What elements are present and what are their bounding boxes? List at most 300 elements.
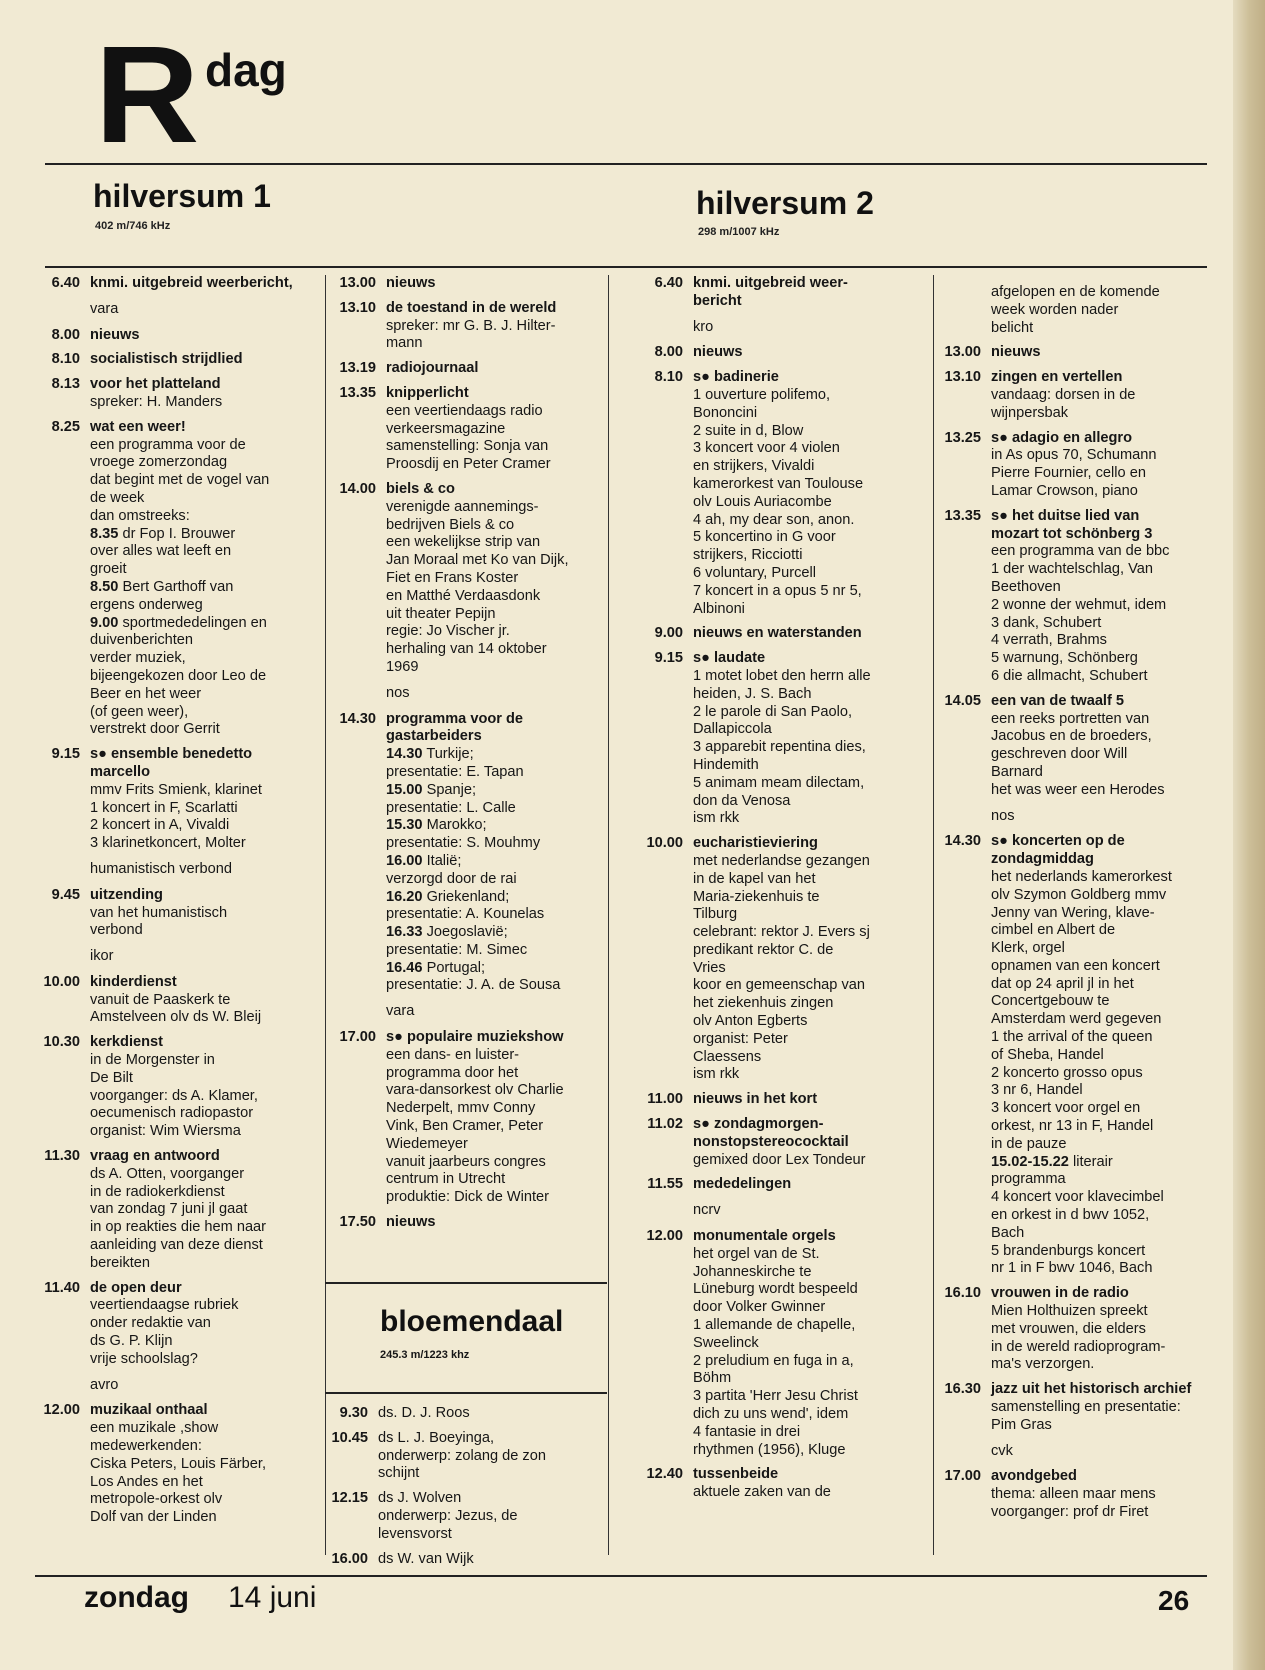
program-line: presentatie: J. A. de Sousa <box>386 977 561 994</box>
program-line: voorganger: prof dr Firet <box>991 1504 1149 1520</box>
column-bloemendaal <box>331 1405 606 1575</box>
program-line: Johanneskirche te <box>693 1263 812 1280</box>
program-line: dat op 24 april jl in het <box>991 975 1134 992</box>
program-line: Vink, Ben Cramer, Peter <box>386 1118 544 1135</box>
program-entry <box>44 1148 320 1273</box>
program-entry <box>647 1176 930 1194</box>
program-line: bericht <box>693 292 742 309</box>
column-divider-3 <box>933 275 934 1555</box>
program-entry <box>339 1029 606 1207</box>
program-line: de toestand in de wereld <box>386 299 557 316</box>
program-line: groeit <box>90 561 127 578</box>
program-time: 10.30 <box>43 1034 80 1051</box>
program-time: 11.30 <box>44 1148 80 1165</box>
program-entry <box>43 1034 320 1141</box>
program-line: door Volker Gwinner <box>693 1299 826 1316</box>
program-entry <box>339 1405 606 1423</box>
program-line: 1 koncert in F, Scarlatti <box>90 799 238 816</box>
program-line: ds W. van Wijk <box>378 1550 474 1567</box>
program-time: 10.45 <box>331 1429 368 1446</box>
program-entry <box>44 1279 320 1369</box>
program-line: onderwerp: Jezus, de <box>378 1507 518 1524</box>
station-freq-hilversum-1: 402 m/746 kHz <box>95 220 171 232</box>
program-line: mededelingen <box>693 1176 792 1193</box>
program-time: 16.10 <box>944 1285 981 1302</box>
program-line: in de Morgenster in <box>90 1052 215 1069</box>
program-line: en Matthé Verdaasdonk <box>386 587 541 604</box>
program-time: 14.30 <box>944 833 981 850</box>
program-line: Hindemith <box>693 756 759 773</box>
program-line: herhaling van 14 oktober <box>386 641 547 658</box>
program-line: 16.00 Italië; <box>386 852 462 869</box>
program-time: 14.30 <box>339 710 376 727</box>
program-entry <box>51 376 320 412</box>
program-line: afgelopen en de komende <box>991 284 1160 300</box>
program-line: s● adagio en allegro <box>991 429 1133 446</box>
program-entry <box>339 710 606 996</box>
program-line: ergens onderweg <box>90 596 203 613</box>
program-line: metropole-orkest olv <box>90 1491 223 1508</box>
program-line: in op reakties die hem naar <box>90 1219 267 1236</box>
program-line: bereikten <box>90 1254 151 1271</box>
top-rule <box>45 163 1207 165</box>
program-time: 9.00 <box>654 625 683 642</box>
program-entry <box>944 507 1213 686</box>
program-line: 2 preludium en fuga in a, <box>693 1352 854 1369</box>
program-line: 2 suite in d, Blow <box>693 422 804 439</box>
program-line: verder muziek, <box>90 650 186 667</box>
program-line: een wekelijkse strip van <box>386 534 541 551</box>
program-time: 13.10 <box>944 369 981 386</box>
program-line: predikant rektor C. de <box>693 941 834 958</box>
program-line: in As opus 70, Schumann <box>991 447 1157 464</box>
program-line: 5 koncertino in G voor <box>693 529 836 546</box>
program-time: 13.00 <box>944 344 981 361</box>
program-entry <box>646 1228 930 1459</box>
program-time: 9.15 <box>654 650 683 667</box>
program-line: 1969 <box>386 658 419 675</box>
program-line: Amsterdam werd gegeven <box>991 1011 1162 1028</box>
program-line: 5 warnung, Schönberg <box>991 650 1138 667</box>
program-line: 4 ah, my dear son, anon. <box>693 511 855 528</box>
program-entry <box>654 369 930 618</box>
program-line: ism rkk <box>693 810 740 827</box>
program-line: jazz uit het historisch archief <box>991 1381 1192 1398</box>
program-time: 13.35 <box>944 507 981 524</box>
program-line: in de pauze <box>991 1135 1067 1152</box>
program-time: 11.00 <box>647 1091 683 1108</box>
program-line: orkest, nr 13 in F, Handel <box>991 1118 1154 1135</box>
program-line: 3 apparebit repentina dies, <box>693 739 866 756</box>
program-line: knmi. uitgebreid weer- <box>693 275 848 291</box>
program-line: produktie: Dick de Winter <box>386 1189 550 1206</box>
program-time: 10.00 <box>43 973 80 990</box>
program-time: 11.40 <box>44 1279 80 1296</box>
program-line: mann <box>386 335 423 352</box>
program-line: programma <box>991 1171 1066 1188</box>
program-line: bedrijven Biels & co <box>386 516 515 533</box>
program-entry <box>647 1116 930 1169</box>
program-time: 13.00 <box>339 275 376 291</box>
program-line: medewerkenden: <box>90 1438 202 1455</box>
program-line: Jenny van Wering, klave- <box>991 904 1155 921</box>
program-line: (of geen weer), <box>90 703 189 720</box>
program-line: Wiedemeyer <box>386 1135 468 1152</box>
program-entry <box>944 833 1213 1278</box>
program-entry <box>646 1466 930 1502</box>
program-time: 16.00 <box>331 1550 368 1567</box>
program-line: uit theater Pepijn <box>386 605 496 622</box>
program-line: spreker: mr G. B. J. Hilter- <box>386 317 556 334</box>
program-time: 11.55 <box>647 1176 683 1193</box>
program-entry <box>51 418 320 739</box>
program-line: heiden, J. S. Bach <box>693 685 812 702</box>
program-line: socialistisch strijdlied <box>90 351 243 368</box>
station-name-hilversum-2: hilversum 2 <box>696 185 874 221</box>
program-line: s● koncerten op de <box>991 833 1125 850</box>
program-line: dat begint met de vogel van <box>90 472 270 489</box>
program-line: het ziekenhuis zingen <box>693 995 834 1012</box>
program-line: 4 fantasie in drei <box>693 1423 801 1440</box>
program-line: levensvorst <box>378 1525 452 1542</box>
program-line: rhythmen (1956), Kluge <box>693 1441 846 1458</box>
program-line: kinderdienst <box>90 973 177 990</box>
program-line: geschreven door Will <box>991 746 1128 763</box>
program-time: 8.00 <box>654 344 683 361</box>
program-line: ds. D. J. Roos <box>378 1405 470 1421</box>
station-freq-hilversum-2: 298 m/1007 kHz <box>698 226 780 238</box>
program-line: met nederlandse gezangen <box>693 852 870 869</box>
program-line: Concertgebouw te <box>991 993 1110 1010</box>
column-hilversum-1-morning <box>43 275 320 1534</box>
program-time: 9.45 <box>51 886 80 903</box>
program-line: olv Szymon Goldberg mmv <box>991 886 1167 903</box>
program-line: monumentale orgels <box>693 1228 836 1245</box>
program-line: vandaag: dorsen in de <box>991 386 1136 403</box>
program-line: ds A. Otten, voorganger <box>90 1165 245 1182</box>
program-line: s● populaire muziekshow <box>386 1029 564 1046</box>
program-line: Beethoven <box>991 578 1061 595</box>
station-rule <box>45 266 1207 268</box>
program-line: Nederpelt, mmv Conny <box>386 1100 536 1117</box>
program-line: zondagmiddag <box>991 851 1094 868</box>
program-line: Ciska Peters, Louis Färber, <box>90 1455 267 1472</box>
program-line: nieuws <box>386 275 436 291</box>
program-entry <box>944 1468 1213 1521</box>
broadcaster-label: ncrv <box>693 1202 721 1219</box>
program-line: een programma van de bbc <box>991 543 1170 560</box>
program-line: olv Anton Egberts <box>693 1013 808 1030</box>
broadcaster-label: kro <box>693 318 714 335</box>
program-line: strijkers, Ricciotti <box>693 547 803 564</box>
program-entry <box>991 284 1213 337</box>
program-line: Los Andes en het <box>90 1473 203 1490</box>
program-time: 14.00 <box>339 480 376 497</box>
program-line: 5 brandenburgs koncert <box>991 1242 1146 1259</box>
program-line: aktuele zaken van de <box>693 1484 831 1501</box>
program-line: vrije schoolslag? <box>90 1350 198 1367</box>
program-time: 6.40 <box>51 275 80 291</box>
program-time: 17.50 <box>339 1214 376 1231</box>
program-line: 16.46 Portugal; <box>386 959 485 976</box>
broadcaster-label: nos <box>386 684 410 701</box>
program-line: 2 wonne der wehmut, idem <box>991 596 1167 613</box>
program-line: 1 the arrival of the queen <box>991 1029 1153 1046</box>
program-line: presentatie: A. Kounelas <box>386 906 545 923</box>
program-line: 3 dank, Schubert <box>991 614 1102 631</box>
program-line: centrum in Utrecht <box>386 1171 506 1188</box>
column-hilversum-1-afternoon <box>339 275 606 1239</box>
program-line: 2 koncerto grosso opus <box>991 1064 1143 1081</box>
program-entry <box>944 369 1213 422</box>
program-line: 6 voluntary, Purcell <box>693 564 817 581</box>
program-line: regie: Jo Vischer jr. <box>386 623 510 640</box>
bloemendaal-rule-bottom <box>325 1392 607 1394</box>
program-entry <box>654 625 930 643</box>
program-line: 2 koncert in A, Vivaldi <box>90 817 230 834</box>
program-entry <box>654 344 930 362</box>
program-line: biels & co <box>386 480 455 497</box>
program-time: 13.35 <box>339 384 376 401</box>
program-line: uitzending <box>90 886 163 903</box>
program-line: ma's verzorgen. <box>991 1356 1095 1373</box>
program-line: ds J. Wolven <box>378 1490 462 1507</box>
program-line: eucharistieviering <box>693 835 818 852</box>
program-line: 5 animam meam dilectam, <box>693 774 865 791</box>
program-entry <box>51 275 320 293</box>
program-line: 16.33 Joegoslavië; <box>386 924 508 941</box>
program-line: Klerk, orgel <box>991 940 1065 957</box>
program-line: Maria-ziekenhuis te <box>693 888 820 905</box>
program-line: nieuws <box>386 1214 436 1231</box>
program-time: 10.00 <box>646 835 683 852</box>
program-line: kerkdienst <box>90 1034 164 1051</box>
program-line: vanuit de Paaskerk te <box>90 991 231 1008</box>
program-line: 3 nr 6, Handel <box>991 1082 1083 1099</box>
station-name-hilversum-1: hilversum 1 <box>93 178 271 214</box>
program-line: presentatie: E. Tapan <box>386 763 524 780</box>
program-line: bijeengekozen door Leo de <box>90 667 267 684</box>
program-line: en strijkers, Vivaldi <box>693 458 815 475</box>
program-line: Proosdij en Peter Cramer <box>386 456 551 473</box>
program-line: s● laudate <box>693 650 766 667</box>
program-line: vrouwen in de radio <box>991 1285 1129 1302</box>
program-line: onder redaktie van <box>90 1315 211 1332</box>
program-line: nr 1 in F bwv 1046, Bach <box>991 1260 1153 1277</box>
program-time: 14.05 <box>944 692 981 709</box>
program-line: organist: Peter <box>693 1030 788 1047</box>
page-number: 26 <box>1158 1585 1190 1616</box>
program-line: een veertiendaags radio <box>386 402 543 419</box>
broadcaster-label: avro <box>90 1376 119 1393</box>
program-line: 4 verrath, Brahms <box>991 632 1107 649</box>
program-line: dan omstreeks: <box>90 507 190 524</box>
program-line: ism rkk <box>693 1066 740 1083</box>
program-line: in de kapel van het <box>693 870 816 887</box>
program-line: week worden nader <box>991 301 1119 318</box>
program-time: 8.13 <box>51 376 80 393</box>
program-entry <box>339 360 606 378</box>
program-line: avondgebed <box>991 1468 1077 1485</box>
program-line: 3 klarinetkoncert, Molter <box>90 835 246 852</box>
program-line: organist: Wim Wiersma <box>90 1123 241 1140</box>
program-line: 1 motet lobet den herrn alle <box>693 667 871 684</box>
program-entry <box>51 351 320 369</box>
program-line: Barnard <box>991 763 1043 780</box>
program-line: van zondag 7 juni jl gaat <box>90 1201 248 1218</box>
program-line: 15.30 Marokko; <box>386 817 487 834</box>
program-line: verenigde aannemings- <box>386 498 539 515</box>
logo-letter: R <box>94 18 200 172</box>
program-line: knmi. uitgebreid weerbericht, <box>90 275 293 291</box>
program-time: 12.40 <box>646 1466 683 1483</box>
broadcaster-label: humanistisch verbond <box>90 860 232 877</box>
program-entry <box>944 429 1213 501</box>
program-line: gastarbeiders <box>386 728 482 745</box>
station-freq-bloemendaal: 245.3 m/1223 khz <box>380 1349 470 1361</box>
program-line: 1 allemande de chapelle, <box>693 1317 856 1334</box>
program-line: nieuws <box>90 326 140 343</box>
program-line: vraag en antwoord <box>90 1148 220 1165</box>
program-line: s● ensemble benedetto <box>90 746 253 763</box>
program-line: don da Venosa <box>693 792 791 809</box>
program-entry <box>51 746 320 853</box>
program-entry <box>944 692 1213 800</box>
program-entry <box>51 886 320 940</box>
program-line: 3 koncert voor 4 violen <box>693 440 840 457</box>
broadcaster-label: nos <box>991 807 1015 824</box>
program-line: presentatie: S. Mouhmy <box>386 835 541 852</box>
program-line: 7 koncert in a opus 5 nr 5, <box>693 582 862 599</box>
program-line: de week <box>90 489 145 506</box>
program-line: een reeks portretten van <box>991 710 1150 727</box>
program-line: s● badinerie <box>693 369 779 386</box>
program-line: Pierre Fournier, cello en <box>991 465 1146 482</box>
program-line: 1 der wachtelschlag, Van <box>991 561 1153 578</box>
program-line: 14.30 Turkije; <box>386 746 474 763</box>
program-line: onderwerp: zolang de zon <box>378 1447 546 1464</box>
program-line: ds G. P. Klijn <box>90 1333 173 1350</box>
program-line: een dans- en luister- <box>386 1046 520 1063</box>
program-line: 2 le parole di San Paolo, <box>693 703 853 720</box>
program-line: mozart tot schönberg 3 <box>991 525 1153 542</box>
program-line: 8.50 Bert Garthoff van <box>90 578 234 595</box>
program-time: 13.19 <box>339 360 376 377</box>
program-line: wat een weer! <box>90 418 186 435</box>
column-divider-2 <box>608 275 609 1555</box>
program-entry <box>339 1214 606 1232</box>
program-line: duivenberichten <box>90 632 194 649</box>
program-line: ds L. J. Boeyinga, <box>378 1429 495 1446</box>
program-entry <box>339 275 606 293</box>
program-time: 13.25 <box>944 429 981 446</box>
broadcaster-label: ikor <box>90 948 114 965</box>
program-line: dich zu uns wend', idem <box>693 1406 849 1423</box>
program-entry <box>51 326 320 345</box>
program-entry <box>331 1550 606 1569</box>
program-line: kamerorkest van Toulouse <box>693 475 864 492</box>
program-entry <box>944 1285 1213 1374</box>
program-entry <box>654 275 930 311</box>
program-line: 15.00 Spanje; <box>386 781 477 798</box>
program-line: belicht <box>991 319 1034 336</box>
broadcaster-label: cvk <box>991 1442 1013 1459</box>
page-gutter <box>1233 0 1265 1670</box>
program-line: Böhm <box>693 1370 732 1387</box>
program-time: 17.00 <box>339 1029 376 1046</box>
program-time: 6.40 <box>654 275 683 291</box>
program-line: vara-dansorkest olv Charlie <box>386 1082 564 1099</box>
program-line: het nederlands kamerorkest <box>991 868 1172 885</box>
program-line: spreker: H. Manders <box>90 393 223 410</box>
program-line: koor en gemeenschap van <box>693 977 865 994</box>
bloemendaal-rule-top <box>325 1282 607 1284</box>
program-time: 16.30 <box>944 1381 981 1398</box>
program-entry <box>339 480 606 677</box>
program-line: programma voor de <box>386 710 524 727</box>
program-line: thema: alleen maar mens <box>991 1486 1156 1503</box>
program-time: 8.25 <box>51 418 80 435</box>
program-line: nieuws in het kort <box>693 1091 818 1108</box>
broadcaster-label: vara <box>386 1003 415 1020</box>
program-time: 17.00 <box>944 1468 981 1485</box>
program-line: aanleiding van deze dienst <box>90 1237 263 1254</box>
program-line: met vrouwen, die elders <box>991 1320 1146 1337</box>
program-line: samenstelling en presentatie: <box>991 1399 1181 1416</box>
program-line: in de radiokerkdienst <box>90 1183 225 1200</box>
program-line: Vries <box>693 959 726 976</box>
program-line: nieuws <box>991 344 1041 361</box>
program-line: opnamen van een koncert <box>991 957 1160 974</box>
program-line: oecumenisch radiopastor <box>90 1105 254 1122</box>
program-line: Beer en het weer <box>90 685 202 702</box>
program-line: Claessens <box>693 1048 762 1065</box>
footer-day: zondag <box>84 1581 189 1614</box>
program-line: verkeersmagazine <box>386 420 506 437</box>
column-hilversum-2-afternoon <box>944 284 1213 1529</box>
program-line: 8.35 dr Fop I. Brouwer <box>90 525 236 542</box>
program-line: 9.00 sportmededelingen en <box>90 614 267 631</box>
program-line: olv Louis Auriacombe <box>693 493 832 510</box>
program-line: wijnpersbak <box>991 404 1069 421</box>
program-time: 8.10 <box>654 369 683 386</box>
program-line: Jan Moraal met Ko van Dijk, <box>386 552 569 569</box>
program-line: in de wereld radioprogram- <box>991 1338 1166 1355</box>
program-line: zingen en vertellen <box>991 369 1123 386</box>
program-line: mmv Frits Smienk, klarinet <box>90 781 262 798</box>
program-entry <box>331 1490 606 1543</box>
program-line: knipperlicht <box>386 384 469 401</box>
program-line: voor het platteland <box>90 376 221 393</box>
program-line: over alles wat leeft en <box>90 543 232 560</box>
program-line: muzikaal onthaal <box>90 1402 208 1419</box>
program-line: Amstelveen olv ds W. Bleij <box>90 1009 262 1026</box>
program-time: 9.30 <box>339 1405 368 1421</box>
program-time: 8.00 <box>51 326 80 343</box>
program-line: radiojournaal <box>386 360 479 377</box>
program-line: 1 ouverture polifemo, <box>693 386 831 403</box>
program-time: 8.10 <box>51 351 80 368</box>
footer-date: 14 juni <box>228 1581 317 1614</box>
program-line: schijnt <box>378 1465 420 1482</box>
program-line: 6 die allmacht, Schubert <box>991 667 1148 684</box>
program-line: of Sheba, Handel <box>991 1046 1104 1063</box>
program-time: 9.15 <box>51 746 80 763</box>
program-line: presentatie: L. Calle <box>386 799 516 816</box>
program-line: vanuit jaarbeurs congres <box>386 1153 546 1170</box>
station-name-bloemendaal: bloemendaal <box>380 1305 564 1338</box>
program-line: een programma voor de <box>90 436 246 453</box>
